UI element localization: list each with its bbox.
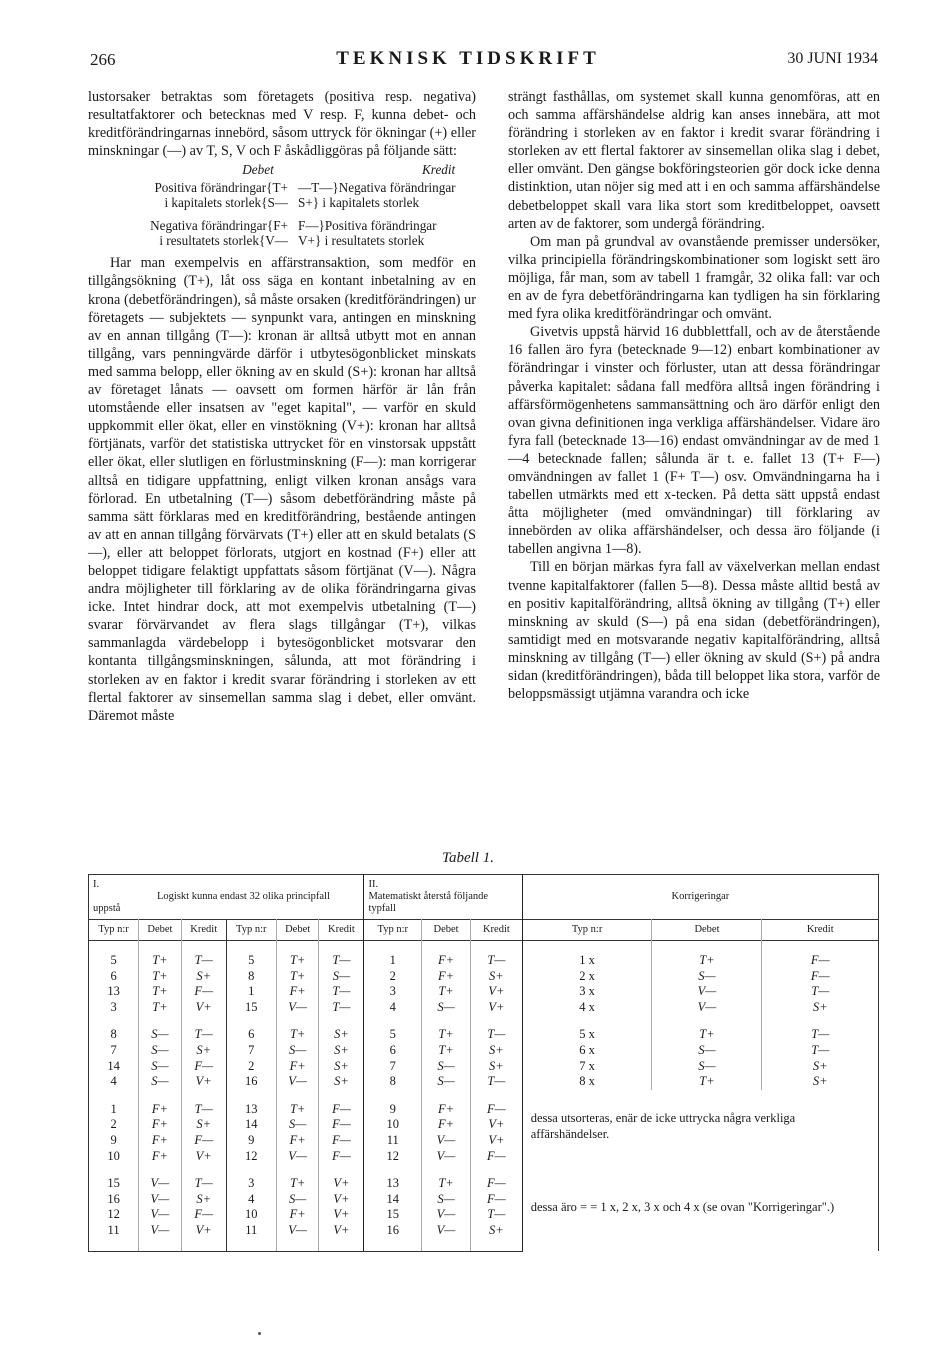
debet-cell: T+ [422,984,471,1000]
kredit-cell: V+ [470,984,522,1000]
kredit-cell: V+ [319,1192,364,1208]
debet-cell: S— [422,1192,471,1208]
kredit-cell: T— [762,984,879,1000]
type-number-cell: 10 [226,1207,276,1223]
debet-cell: V— [422,1223,471,1251]
journal-title: TEKNISK TIDSKRIFT [336,48,600,69]
group-note: dessa utsorteras, enär de icke uttrycka några verkliga affärshändelser. [522,1090,878,1164]
type-number-cell: 12 [89,1207,139,1223]
scheme-cell: i kapitalets storlek{S— [164,195,288,211]
kredit-cell: S+ [762,1000,879,1016]
debet-cell: V— [139,1192,182,1208]
scheme-cell: S+} i kapitalets storlek [298,195,420,211]
debet-cell: T+ [652,941,762,969]
section-1-title: Logiskt kunna endast 32 olika principfall uppstå [93,891,330,914]
section-1-number: I. [93,879,100,890]
kredit-cell: S+ [319,1059,364,1075]
type-number-cell: 5 [226,941,276,969]
type-number-cell: 5 x [522,1015,652,1043]
column-header-debet: Debet [276,920,319,941]
debet-cell: S— [652,969,762,985]
kredit-cell: F— [181,1059,226,1075]
kredit-cell: T— [470,941,522,969]
kredit-cell: V+ [181,1000,226,1016]
type-number-cell: 2 x [522,969,652,985]
kredit-cell: F— [319,1090,364,1118]
kredit-cell: V+ [319,1207,364,1223]
type-number-cell: 4 [226,1192,276,1208]
kredit-cell: V+ [470,1000,522,1016]
table-row [89,1043,879,1059]
debet-cell: F+ [422,969,471,985]
debet-cell: T+ [276,1090,319,1118]
table-caption: Tabell 1. [442,850,494,866]
type-number-cell: 9 [89,1133,139,1149]
kredit-cell: F— [181,1133,226,1149]
kredit-cell: F— [762,969,879,985]
left-column [88,88,476,725]
section-3-header: Korrigeringar [522,875,878,920]
type-number-cell: 6 x [522,1043,652,1059]
debet-cell: V— [422,1133,471,1149]
type-number-cell: 12 [226,1149,276,1165]
type-number-cell: 11 [226,1223,276,1251]
debet-cell: V— [422,1207,471,1223]
kredit-cell: F— [762,941,879,969]
debet-cell: F+ [139,1149,182,1165]
debet-cell: S— [652,1043,762,1059]
type-number-cell: 10 [89,1149,139,1165]
debet-cell: S— [276,1043,319,1059]
paragraph: Har man exempelvis en affärstransaktion, som medför en tillgångsökning (T+), låt oss säga en kontant inbetalning av en krona (debetförändringen), så måste orsaken (kreditförändringen) ur företagets — subjektets — synpunkt vara, antingen en minskning av en annan tillgång (T—): kronan är alltså utbytt mot en annan tillgång, vars penningvärde därför i utbytesögonblicket minskats med samma belopp, eller ökning av en skuld (S+): kronan har alltså av företaget lånats — oavsett om formen härför är lån från utomstående eller insatsen av "eget kapital", — varför en skuld uppkommit eller ökat, eller en vinstökning (V+): kronan har alltså förtjänats, varför det statistiska uttrycket för en vinstorsak uppstått eller ökat, eller slutligen en förlustminskning (F—): man korrigerar alltså en tidigare uppfattning, enligt vilken kronan ansågs vara förlorad. En utbetalning (T—) såsom debetförändring måste på samma sätt förklaras med en kreditförändring, bestående antingen av att en annan tillgång förvärvats (T+) eller att en skuld betalats (S—), eller att beloppet förlorats, utgjort en kostnad (F+) eller att beloppet tidigare felaktigt uppfattats såsom förtjänat (V—). Några andra möjligheter till förklaring av de olika förändringarna givas icke. Intet hindrar dock, att mot exempelvis utbetalning (T—) svarar förvärvandet av flera slags tillgångar (T+), vilkas sammanlagda värdebelopp i bytesögonblicket motsvarar den kontanta tillgångsminskningen, sålunda, att mot förändring i storleken av en faktor i kredit svarar förändring i storleken av ett flertal faktorer av sinsemellan samma slag i debet, eller omvänt. Däremot måste [88,255,476,724]
debet-cell: V— [276,1000,319,1016]
kredit-cell: S+ [181,1192,226,1208]
debet-cell: S— [422,1059,471,1075]
kredit-cell: V+ [181,1074,226,1090]
type-number-cell: 4 x [522,1000,652,1016]
type-number-cell: 15 [89,1164,139,1192]
debet-cell: S— [139,1074,182,1090]
scheme-kredit-heading: Kredit [422,162,456,178]
type-number-cell: 2 [364,969,422,985]
kredit-cell: S+ [762,1059,879,1075]
debet-cell: V— [652,1000,762,1016]
kredit-cell: V+ [319,1164,364,1192]
type-number-cell: 10 [364,1117,422,1133]
type-number-cell: 1 x [522,941,652,969]
kredit-cell: T— [319,1000,364,1016]
type-number-cell: 6 [226,1015,276,1043]
debet-cell: F+ [276,1059,319,1075]
kredit-cell: S— [319,969,364,985]
paragraph: Givetvis uppstå härvid 16 dubblettfall, och av de återstående 16 fallen äro fyra (betecknade 9—12) enbart kombinationer av förändringar i vinster och förluster, utan att dessa förändringar påverka kapitalet: sådana fall medföra alltså ingen förändring i affärsförmögenhetens sammansättning och äro därför enligt den ovan givna definitionen inga verkliga affärshändelser. Vidare äro fyra fall (betecknade 13—16) endast omvändningar av de med 1—4 betecknade fallen; sålunda är t. e. fallet 13 (T+ F—) omvändningen av fallet 1 (F+ T—) osv. Omvändningarna ha i tabellen utmärkts med ett x-tecken. På detta sätt uppstå endast åtta möjligheter (med omvändningar) till förklaring av innebörden av olika affärshändelser, och dessa äro följande (i tabellen angivna 1—8). [508,324,880,558]
scheme-cell: V+} i resultatets storlek [298,233,425,249]
kredit-cell: V+ [181,1223,226,1251]
column-header-debet: Debet [422,920,471,941]
type-number-cell: 13 [364,1164,422,1192]
debet-cell: T+ [276,1164,319,1192]
kredit-cell: S+ [181,1117,226,1133]
column-header-debet: Debet [139,920,182,941]
type-number-cell: 8 [364,1074,422,1090]
type-number-cell: 4 [364,1000,422,1016]
type-number-cell: 14 [364,1192,422,1208]
type-number-cell: 7 [226,1043,276,1059]
kredit-cell: F— [319,1117,364,1133]
debet-cell: F+ [276,1207,319,1223]
kredit-cell: T— [319,941,364,969]
debet-cell: V— [276,1223,319,1251]
kredit-cell: S+ [470,1059,522,1075]
type-number-cell: 1 [364,941,422,969]
type-number-cell: 7 x [522,1059,652,1075]
kredit-cell: F— [319,1133,364,1149]
kredit-cell: V+ [181,1149,226,1165]
paragraph: strängt fasthållas, om systemet skall kunna genomföras, att en och samma affärshändelse aldrig kan anses innebära, att mot förändring i storleken av en faktor i kredit svarar förändring i storleken av ett flertal faktorer av sinsemellan olika slag i debet, eller omvänt. Den gängse bokföringsteorien gör dock icke denna distinktion, utan nöjer sig med att i en och samma affärshändelse debetbeloppet skall vara lika stort som kreditbeloppet, oavsett arten av de faktorer, som undergå förändring. [508,89,880,232]
scheme-cell: F—}Positiva förändringar [298,218,437,234]
scheme-cell: i resultatets storlek{V— [159,233,288,249]
kredit-cell: F— [470,1090,522,1118]
debet-cell: V— [139,1207,182,1223]
debet-cell: T+ [422,1015,471,1043]
type-number-cell: 11 [364,1133,422,1149]
type-number-cell: 3 x [522,984,652,1000]
debet-cell: F+ [276,1133,319,1149]
type-number-cell: 6 [364,1043,422,1059]
print-speck [258,1332,261,1335]
scheme-cell: Negativa förändringar{F+ [150,218,288,234]
type-number-cell: 2 [226,1059,276,1075]
kredit-cell: T— [181,1090,226,1118]
table-row [89,984,879,1000]
debet-cell: V— [139,1164,182,1192]
debet-cell: T+ [652,1015,762,1043]
type-number-cell: 1 [89,1090,139,1118]
debet-cell: T+ [276,1015,319,1043]
type-number-cell: 15 [364,1207,422,1223]
column-header-kredit: Kredit [181,920,226,941]
kredit-cell: T— [181,941,226,969]
kredit-cell: S+ [319,1074,364,1090]
paragraph: Till en början märkas fyra fall av växelverkan mellan endast tvenne kapitalfaktorer (fallen 5—8). Dessa måste alltid bestå av en positiv kapitalförändring, alltså ökning av tillgång (T+) eller minskning av skuld (S—) på ena sidan (debetförändringen), samtidigt med en motsvarande negativ kapitalförändring, alltså minskning av tillgång (T—) eller ökning av skuld (S+) på andra sidan (kreditförändringen), båda till beloppet lika stora, varför de beloppsmässigt utjämna varandra och icke [508,559,880,703]
type-number-cell: 4 [89,1074,139,1090]
kredit-cell: F— [470,1192,522,1208]
kredit-cell: F— [470,1164,522,1192]
kredit-cell: S+ [470,1223,522,1251]
debet-cell: F+ [276,984,319,1000]
debet-cell: F+ [139,1117,182,1133]
debet-cell: F+ [422,1117,471,1133]
kredit-cell: F— [470,1149,522,1165]
scheme-cell: Positiva förändringar{T+ [154,180,288,196]
debet-cell: V— [139,1223,182,1251]
debet-cell: T+ [139,984,182,1000]
type-number-cell: 16 [364,1223,422,1251]
kredit-cell: T— [762,1015,879,1043]
type-number-cell: 3 [89,1000,139,1016]
scheme-debet-heading: Debet [242,162,274,178]
paragraph: lustorsaker betraktas som företagets (positiva resp. negativa) resultatfaktorer och betecknas med V resp. F, kunna debet- och kreditförändringarnas innebörd, såsom uttryck för ökningar (+) eller minskningar (—) av T, S, V och F åskådliggöras på följande sätt: [88,89,476,160]
type-number-cell: 5 [364,1015,422,1043]
debet-cell: S— [422,1074,471,1090]
group-note: dessa äro = = 1 x, 2 x, 3 x och 4 x (se ovan "Korrigeringar".) [522,1164,878,1251]
type-number-cell: 9 [226,1133,276,1149]
debet-cell: F+ [139,1090,182,1118]
debet-cell: V— [652,984,762,1000]
column-header-typ: Typ n:r [89,920,139,941]
debet-cell: T+ [652,1074,762,1090]
table-row [89,969,879,985]
section-2-number: II. [368,879,379,890]
table-row [89,1015,879,1043]
debet-cell: S— [139,1043,182,1059]
column-header-kredit: Kredit [470,920,522,941]
type-number-cell: 15 [226,1000,276,1016]
table-row [89,1000,879,1016]
type-number-cell: 12 [364,1149,422,1165]
type-number-cell: 16 [89,1192,139,1208]
type-number-cell: 7 [89,1043,139,1059]
page-number: 266 [90,50,116,69]
debet-cell: S— [652,1059,762,1075]
debet-cell: T+ [139,1000,182,1016]
type-number-cell: 8 [89,1015,139,1043]
type-number-cell: 6 [89,969,139,985]
type-number-cell: 1 [226,984,276,1000]
kredit-cell: S+ [319,1043,364,1059]
type-number-cell: 11 [89,1223,139,1251]
kredit-cell: V+ [319,1223,364,1251]
debet-cell: F+ [422,941,471,969]
kredit-cell: T— [181,1164,226,1192]
type-number-cell: 8 x [522,1074,652,1090]
table-row [89,1090,879,1118]
debet-cell: T+ [139,969,182,985]
column-header-kredit: Kredit [762,920,879,941]
type-number-cell: 16 [226,1074,276,1090]
type-number-cell: 3 [364,984,422,1000]
debet-cell: S— [276,1117,319,1133]
table-row [89,1074,879,1090]
scheme-cell: —T—}Negativa förändringar [298,180,456,196]
section-1-header [89,875,364,920]
kredit-cell: V+ [470,1117,522,1133]
debet-cell: V— [422,1149,471,1165]
kredit-cell: T— [470,1074,522,1090]
kredit-cell: S+ [470,969,522,985]
type-number-cell: 13 [226,1090,276,1118]
kredit-cell: T— [319,984,364,1000]
issue-date: 30 JUNI 1934 [787,50,878,67]
kredit-cell: S+ [470,1043,522,1059]
kredit-cell: F— [181,984,226,1000]
debet-cell: T+ [276,941,319,969]
kredit-cell: S+ [319,1015,364,1043]
type-number-cell: 8 [226,969,276,985]
debet-cell: S— [139,1059,182,1075]
type-number-cell: 14 [89,1059,139,1075]
column-header-debet: Debet [652,920,762,941]
debit-credit-scheme [88,162,476,248]
kredit-cell: S+ [762,1074,879,1090]
kredit-cell: T— [762,1043,879,1059]
paragraph: Om man på grundval av ovanstående premisser undersöker, vilka principiella förändringskombinationer som logiskt sett äro möjliga, får man, som av tabell 1 framgår, 32 olika fall: var och en av de fyra debetförändringarna kan tydligen ha sin förklaring med fyra olika kreditförändringar och omvänt. [508,233,880,323]
type-number-cell: 7 [364,1059,422,1075]
type-number-cell: 2 [89,1117,139,1133]
right-column [508,88,880,703]
debet-cell: S— [139,1015,182,1043]
kredit-cell: F— [181,1207,226,1223]
section-2-title: Matematiskt återstå följande typfall [368,891,489,914]
table-row [89,941,879,969]
table-row [89,1059,879,1075]
kredit-cell: F— [319,1149,364,1165]
debet-cell: T+ [276,969,319,985]
section-2-header [364,875,522,920]
debet-cell: S— [422,1000,471,1016]
debet-cell: T+ [422,1164,471,1192]
type-number-cell: 5 [89,941,139,969]
type-number-cell: 3 [226,1164,276,1192]
kredit-cell: S+ [181,1043,226,1059]
debet-cell: F+ [139,1133,182,1149]
kredit-cell: V+ [470,1133,522,1149]
table-row [89,1164,879,1192]
kredit-cell: T— [470,1015,522,1043]
debet-cell: T+ [422,1043,471,1059]
kredit-cell: T— [470,1207,522,1223]
debet-cell: V— [276,1074,319,1090]
column-header-kredit: Kredit [319,920,364,941]
column-header-typ: Typ n:r [226,920,276,941]
debet-cell: V— [276,1149,319,1165]
debet-cell: T+ [139,941,182,969]
type-number-cell: 9 [364,1090,422,1118]
type-number-cell: 13 [89,984,139,1000]
column-header-typ: Typ n:r [364,920,422,941]
column-header-typ: Typ n:r [522,920,652,941]
debet-cell: S— [276,1192,319,1208]
table-1 [88,874,879,1252]
type-number-cell: 14 [226,1117,276,1133]
debet-cell: F+ [422,1090,471,1118]
kredit-cell: T— [181,1015,226,1043]
kredit-cell: S+ [181,969,226,985]
